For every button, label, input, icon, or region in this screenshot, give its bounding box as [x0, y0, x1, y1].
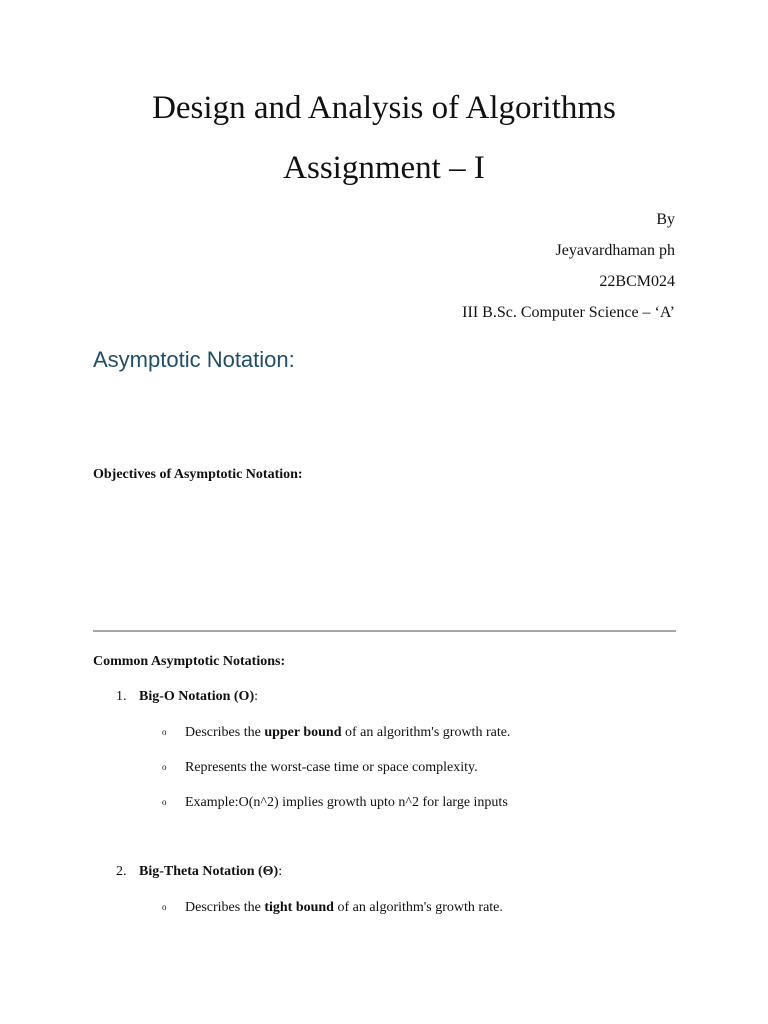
common-notations-label: Common Asymptotic Notations: — [93, 654, 286, 669]
bullet-item — [162, 898, 503, 917]
list-item-big-o — [116, 688, 258, 706]
bullet-item — [162, 758, 478, 777]
section-heading: Asymptotic Notation: — [93, 347, 295, 372]
bullet-marker: o — [162, 902, 167, 912]
bullet-item — [162, 793, 508, 812]
document-title: Design and Analysis of Algorithms — [152, 90, 616, 126]
author-by: By — [656, 211, 675, 228]
bullet-bold-text: upper bound — [264, 725, 342, 740]
list-item-big-theta — [116, 863, 282, 881]
bullet-item — [162, 723, 510, 742]
objectives-label: Objectives of Asymptotic Notation: — [93, 467, 303, 482]
notation-suffix: : — [278, 864, 283, 879]
bullet-bold-text: tight bound — [264, 900, 334, 915]
bullet-marker: o — [162, 762, 167, 772]
horizontal-divider — [93, 630, 676, 632]
bullet-text: of an algorithm's growth rate. — [341, 725, 511, 740]
notation-name: Big-Theta Notation (Θ) — [139, 864, 279, 879]
bullet-marker: o — [162, 727, 167, 737]
author-class: III B.Sc. Computer Science – ‘A’ — [462, 304, 675, 321]
bullet-marker: o — [162, 797, 167, 807]
notation-suffix: : — [254, 689, 258, 704]
author-roll-number: 22BCM024 — [599, 273, 675, 290]
list-number: 1. — [116, 689, 127, 704]
author-name: Jeyavardhaman ph — [555, 242, 675, 259]
bullet-text: Describes the — [185, 725, 265, 740]
bullet-text: Represents the worst-case time or space complexity. — [185, 760, 478, 775]
assignment-title: Assignment – I — [283, 150, 485, 186]
bullet-text: Example:O(n^2) implies growth upto n^2 for large inputs — [185, 795, 508, 810]
list-number: 2. — [116, 864, 127, 879]
bullet-text: of an algorithm's growth rate. — [333, 900, 503, 915]
notation-name: Big-O Notation (O) — [139, 689, 255, 704]
bullet-text: Describes the — [185, 900, 265, 915]
